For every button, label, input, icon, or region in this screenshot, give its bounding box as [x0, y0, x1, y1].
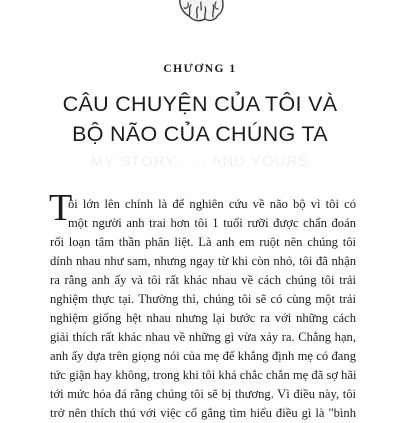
ghost-watermark-text: MY STORY . . . AND YOURS: [90, 153, 310, 170]
chapter-label: CHƯƠNG 1: [163, 63, 237, 75]
paragraph-line: tức giận hay không, trong khi tôi khá chắc chắn mẹ đã sợ hãi: [50, 368, 357, 382]
paragraph-line: ôi lớn lên chính là để nghiên cứu về não bộ vì tôi có: [68, 197, 356, 211]
paragraph-line: tới mức hóa đá rằng chúng tôi sẽ bị thương. Vì điều này, tôi: [50, 387, 356, 401]
paragraph-line: ra rằng anh ấy và tôi rất khác nhau về cách chúng tôi trải: [50, 273, 356, 287]
paragraph-line: giải thích rất khác nhau về những gì vừa xảy ra. Chẳng hạn,: [50, 330, 356, 344]
paragraph-line: trở nên thích thú với việc cố gắng tìm hiểu điều gì là "bình: [50, 406, 356, 420]
paragraph-line: một người anh trai hơn tôi 1 tuổi rưỡi được chẩn đoán: [68, 216, 356, 230]
paragraph-line: nghiệm giống hệt nhau nhưng lại bước ra với những cách: [50, 311, 356, 325]
body-paragraph: [50, 195, 356, 423]
chapter-title-line-2: BỘ NÃO CỦA CHÚNG TA: [72, 122, 328, 146]
paragraph-line: anh ấy dựa trên giọng nói của mẹ để khẳng định mẹ có đang: [50, 349, 356, 363]
paragraph-line: nghiệm thực tại. Thường thì, chúng tôi sẽ có cùng một trải: [50, 292, 356, 306]
paragraph-line: dính nhau như sam, nhưng ngay từ khi còn nhỏ, tôi đã nhận: [50, 254, 356, 268]
paragraph-line: rối loạn tâm thần phân liệt. Là anh em ruột nên chúng tôi: [50, 235, 356, 249]
brain-icon: [176, 0, 226, 24]
chapter-title: [0, 89, 400, 149]
chapter-title-line-1: CÂU CHUYỆN CỦA TÔI VÀ: [62, 92, 338, 116]
drop-cap: T: [49, 187, 73, 229]
